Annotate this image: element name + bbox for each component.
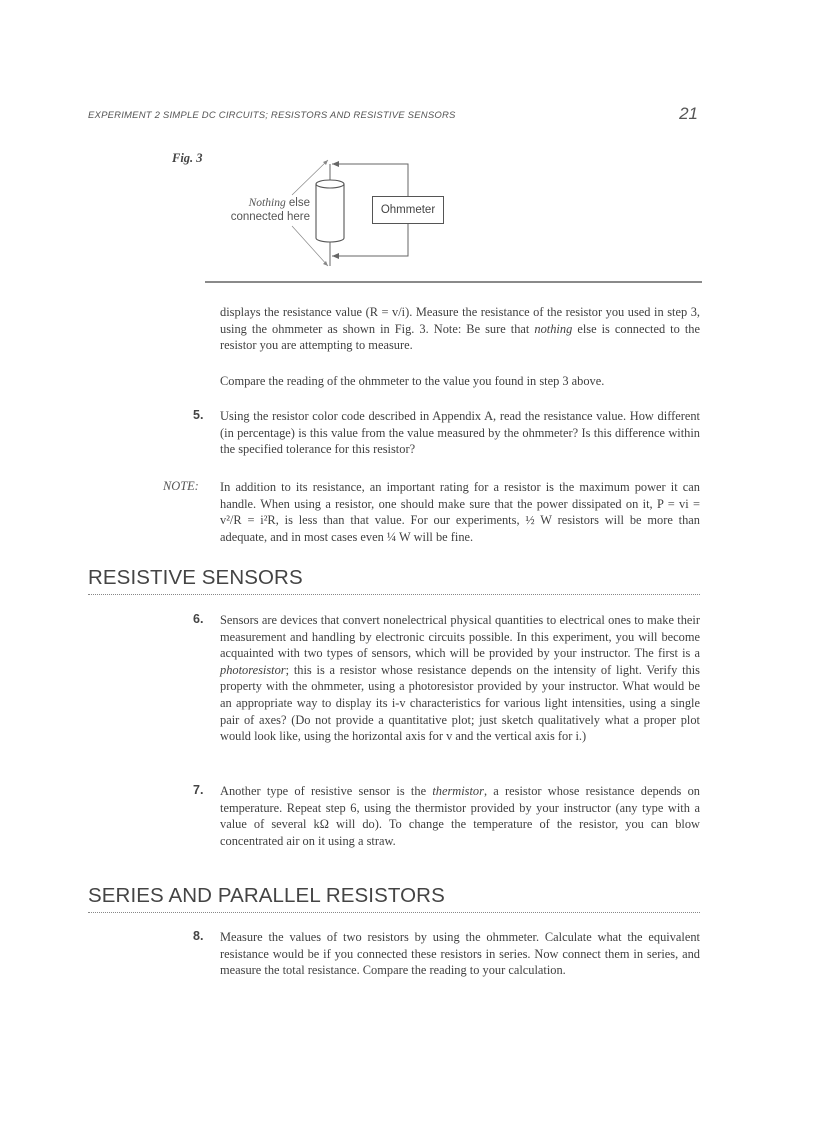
top-wire: [332, 164, 408, 196]
ohmmeter-label: Ohmmeter: [380, 204, 436, 216]
step-6-text: [220, 612, 700, 745]
section-rule: [88, 912, 700, 913]
resistor-cylinder: [316, 180, 344, 242]
step-5-number: 5.: [193, 408, 204, 422]
step-6-text-1: Sensors are devices that convert nonelectrical physical quantities to electrical ones to make their measurement and handling by electronic circuits possible. In this experiment, you will become acquainted with two types of sensors, which will be provided by your instructor. The first is a: [220, 613, 700, 661]
note-label: NOTE:: [163, 479, 199, 493]
compare-paragraph: Compare the reading of the ohmmeter to the value you found in step 3 above.: [220, 374, 605, 388]
figure-label: Fig. 3: [172, 151, 203, 165]
step-7-text-2: , a resistor whose resistance depends on temperature. Repeat step 6, using the thermistor provided by your instructor (any type with a value of several kΩ will do). To change the temperature of the resistor, you can blow concentrated air on it using a straw.: [220, 784, 700, 848]
ohmmeter-box: [372, 196, 444, 224]
continuation-paragraph: [220, 304, 700, 354]
figure-annotation: [220, 196, 310, 224]
note-text: In addition to its resistance, an important rating for a resistor is the maximum power it can handle. When using a resistor, one should make sure that the power dissipated on it, P = vi = v²/R = i²R, is less than that value. For our experiments, ½ W resistors will be more than adequate, and in most cases even ¼ W will be fine.: [220, 480, 700, 544]
annotation-text-2: connected here: [230, 211, 310, 223]
section-heading-series-parallel: SERIES AND PARALLEL RESISTORS: [88, 884, 445, 907]
step-7-number: 7.: [193, 783, 204, 797]
page-number: 21: [679, 104, 698, 123]
step-5-text: Using the resistor color code described in Appendix A, read the resistance value. How different (in percentage) is this value from the value measured by the ohmmeter? Is this difference within the specified tolerance for this resistor?: [220, 409, 700, 457]
step-6-text-2: ; this is a resistor whose resistance depends on the intensity of light. Verify this property with the ohmmeter, using a photoresistor provided by your instructor. What would be an appropriate way to display its i-v characteristics for various light intensities, using a single pair of axes? (Do not provide a quantitative plot; just sketch qualitatively what a proper plot would look like, using the horizontal axis for v and the vertical axis for i.): [220, 662, 700, 744]
bottom-arrow-head: [332, 253, 339, 259]
pointer-line-upper: [292, 160, 328, 195]
section-rule: [88, 594, 700, 595]
step-8-text: Measure the values of two resistors by using the ohmmeter. Calculate what the equivalent resistance would be if you connected these resistors in series. Now connect them in series, and measure the total resistance. Compare the reading to your calculation.: [220, 930, 700, 978]
step-6-number: 6.: [193, 612, 204, 626]
continuation-emphasis: nothing: [534, 321, 573, 336]
step-7-emphasis: thermistor: [432, 784, 484, 798]
section-heading-resistive-sensors: RESISTIVE SENSORS: [88, 566, 303, 589]
top-arrow-head: [332, 161, 339, 167]
step-7-text-1: Another type of resistive sensor is the: [220, 784, 433, 798]
step-7-text: [220, 783, 700, 849]
running-head: EXPERIMENT 2 SIMPLE DC CIRCUITS; RESISTORS AND RESISTIVE SENSORS: [88, 110, 456, 121]
running-header: [88, 104, 698, 130]
figure-ohmmeter-diagram: [210, 150, 460, 275]
continuation-text-1: displays the resistance value (R = v/i). Measure the resistance of the resistor you used in step 3, using the ohmmeter as shown in Fig. 3. Note: Be sure that: [220, 305, 700, 336]
bottom-wire: [332, 224, 408, 256]
step-6-emphasis: photoresistor: [220, 662, 286, 677]
continuation-text-2: else is connected to the resistor you are attempting to measure.: [220, 321, 700, 353]
figure-divider: [205, 281, 702, 283]
pointer-line-lower: [292, 226, 328, 266]
step-8-number: 8.: [193, 929, 204, 943]
annotation-emphasis: Nothing: [248, 197, 286, 209]
annotation-text-1: else: [285, 197, 310, 209]
